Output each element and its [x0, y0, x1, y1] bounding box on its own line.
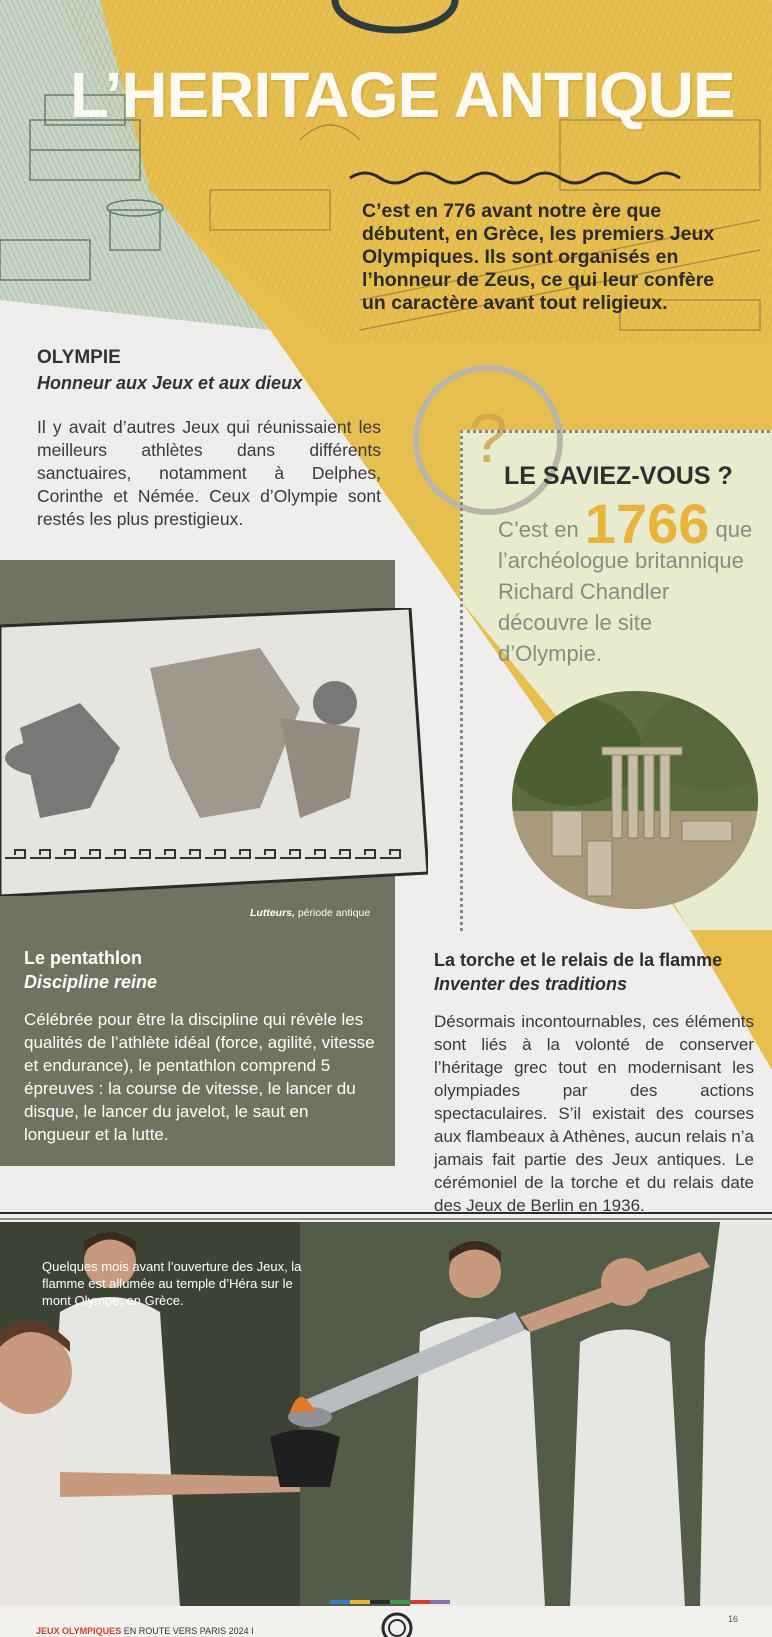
- olympie-body: Il y avait d’autres Jeux qui réunissaient les meilleurs athlètes dans différents sanctuaires, notamment à Delphes, Corinthe et Némée. Ceux d’Olympie sont restés les plus prestigieux.: [37, 417, 381, 529]
- fresco-caption-rest: période antique: [297, 907, 371, 919]
- saviez-rest: que l’archéologue britannique Richard Chandler découvre le site d’Olympie.: [498, 517, 753, 666]
- footer-logo-icon: [377, 1612, 417, 1637]
- torche-body: Désormais incontournables, ces éléments sont liés à la volonté de conserver l’héritage grec tout en modernisant les olympiades par des actions spectaculaires. S’il existait des courses aux flambeaux à Athènes, aucun relais n’a jamais fait partie des Jeux antiques. Le cérémoniel de la torche et du relais date des Jeux de Berlin en 1936.: [434, 1012, 754, 1215]
- pentathlon-subheading: Discipline reine: [24, 972, 158, 992]
- intro-text: C’est en 776 avant notre ère que débutent, en Grèce, les premiers Jeux Olympiques. Ils sont organisés en l’honneur de Zeus, ce qui leur confère un caractère avant tout religieux.: [362, 200, 715, 314]
- torche-heading: La torche et le relais de la flamme: [434, 950, 723, 970]
- olympie-heading: OLYMPIE: [37, 347, 121, 368]
- ceremony-caption: Quelques mois avant l’ouverture des Jeux, la flamme est allumée au temple d’Héra sur le mont Olympe, en Grèce.: [42, 1259, 302, 1308]
- fresco-caption: [250, 907, 370, 919]
- saviez-heading: LE SAVIEZ-VOUS ?: [504, 462, 733, 490]
- svg-text:?: ?: [468, 399, 508, 477]
- fresco-caption-bold: Lutteurs,: [250, 907, 295, 919]
- footer-text: [36, 1626, 254, 1636]
- footer-brand: JEUX OLYMPIQUES: [36, 1626, 122, 1636]
- saviez-lead: C’est en: [498, 517, 579, 542]
- page-number: 16: [728, 1614, 739, 1624]
- saviez-body: [498, 492, 758, 669]
- saviez-year: 1766: [584, 492, 710, 555]
- pentathlon-heading: Le pentathlon: [24, 948, 142, 968]
- footer-rest: EN ROUTE VERS PARIS 2024 I: [123, 1626, 254, 1636]
- torche-subheading: Inventer des traditions: [434, 974, 628, 994]
- page-title: L’HERITAGE ANTIQUE: [70, 59, 735, 131]
- fresco-image: [0, 608, 428, 896]
- pentathlon-body: Célébrée pour être la discipline qui révèle les qualités de l’athlète idéal (force, agilité, vitesse et endurance), le pentathlon comprend 5 épreuves : la course de vitesse, le lancer du disque, le lancer du javelot, le saut en longueur et la lutte.: [24, 1010, 375, 1144]
- olympie-subheading: Honneur aux Jeux et aux dieux: [37, 373, 303, 393]
- color-strip: [330, 1600, 450, 1604]
- ruins-photo: [512, 691, 758, 909]
